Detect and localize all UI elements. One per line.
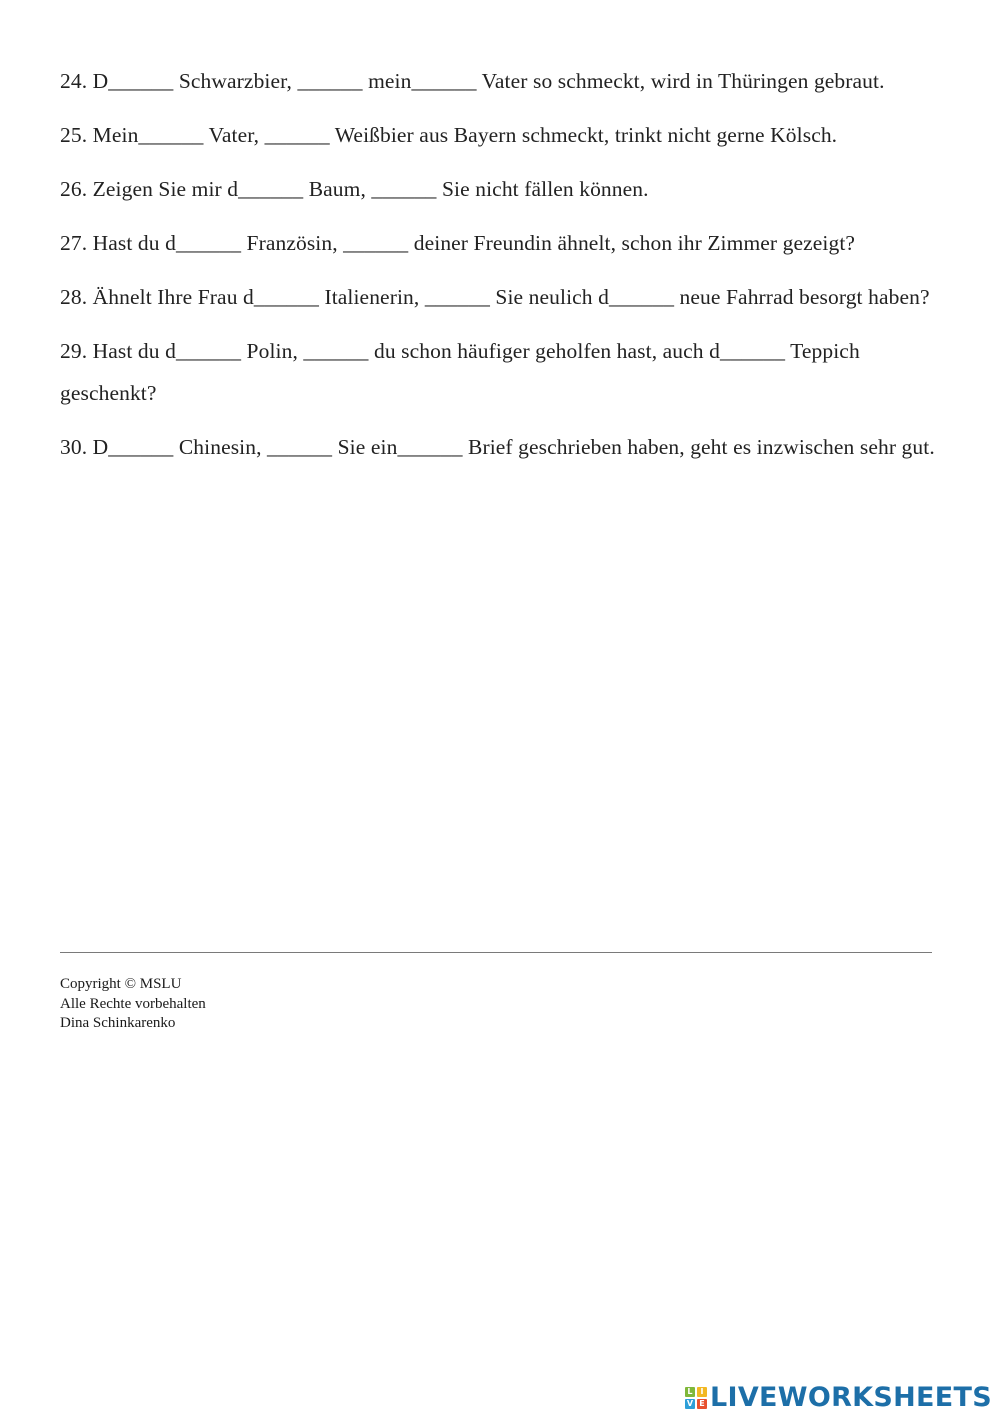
copyright-line: Copyright © MSLU bbox=[60, 976, 182, 992]
liveworksheets-brand bbox=[685, 1384, 992, 1411]
exercise-list bbox=[60, 60, 940, 480]
rights-line: Alle Rechte vorbehalten bbox=[60, 995, 206, 1012]
author-line: Dina Schinkarenko bbox=[60, 1015, 176, 1031]
liveworksheets-logo-icon bbox=[685, 1387, 707, 1409]
logo-letter-i: I bbox=[697, 1387, 707, 1397]
exercise-24: 24. D______ Schwarzbier, ______ mein______ Vater so schmeckt, wird in Thüringen gebraut. bbox=[60, 69, 885, 93]
exercise-26: 26. Zeigen Sie mir d______ Baum, ______ Sie nicht fällen können. bbox=[60, 177, 649, 201]
exercise-25: 25. Mein______ Vater, ______ Weißbier aus Bayern schmeckt, trinkt nicht gerne Kölsch. bbox=[60, 123, 838, 147]
brand-name: LIVEWORKSHEETS bbox=[709, 1382, 992, 1413]
exercise-28: 28. Ähnelt Ihre Frau d______ Italienerin, ______ Sie neulich d______ neue Fahrrad besorgt haben? bbox=[60, 285, 930, 309]
logo-letter-v: V bbox=[686, 1398, 694, 1408]
footer bbox=[60, 975, 206, 1034]
logo-letter-l: L bbox=[685, 1387, 695, 1397]
exercise-27: 27. Hast du d______ Französin, ______ deiner Freundin ähnelt, schon ihr Zimmer gezeigt? bbox=[60, 231, 856, 255]
logo-letter-e: E bbox=[697, 1399, 707, 1409]
exercise-29: 29. Hast du d______ Polin, ______ du schon häufiger geholfen hast, auch d______ Teppich geschenkt? bbox=[60, 339, 860, 405]
exercise-30: 30. D______ Chinesin, ______ Sie ein______ Brief geschrieben haben, geht es inzwischen sehr gut. bbox=[60, 435, 935, 459]
footer-divider bbox=[60, 952, 932, 953]
